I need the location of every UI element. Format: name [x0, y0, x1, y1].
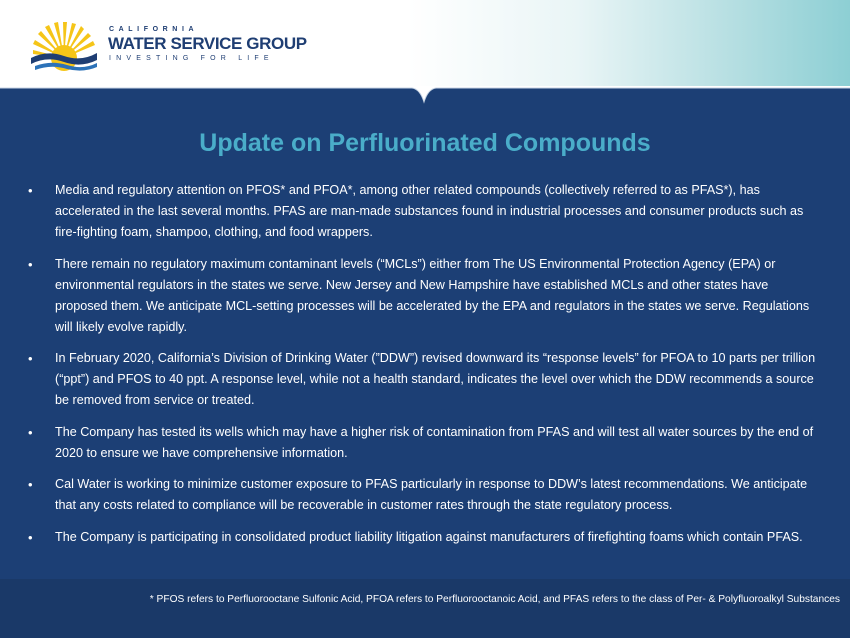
company-logo — [27, 20, 327, 72]
bullet-item-3 — [28, 348, 818, 411]
bullet-list — [28, 180, 818, 558]
slide-title: Update on Perfluorinated Compounds — [199, 129, 651, 157]
bullet-text: There remain no regulatory maximum contaminant levels (“MCLs”) either from The US Environmental Protection Agency (EPA) or environmental regulators in the states we serve. New Jersey and New Hampshire have established MCLs and other states have proposed them. We anticipate MCL-setting processes will be accelerated by the EPA and regulators in the states we serve. Regulations will likely evolve rapidly. — [55, 256, 810, 334]
bullet-marker: • — [28, 529, 33, 545]
bullet-item-6 — [28, 527, 818, 548]
bullet-marker: • — [28, 183, 33, 198]
header-notch-divider — [0, 86, 850, 108]
bullet-marker: • — [28, 256, 33, 272]
bullet-item-1 — [28, 180, 818, 243]
bullet-marker: • — [28, 424, 33, 440]
logo-company-name: WATER SERVICE GROUP — [108, 34, 307, 53]
bullet-text: In February 2020, California’s Division of Drinking Water (”DDW”) revised downward its “response levels” for PFOA to 10 parts per trillion (“ppt”) and PFOS to 40 ppt. A response level, while not a health standard, indicates the level over which the DDW recommends a source be removed from service or treated. — [55, 351, 816, 407]
bullet-marker: • — [28, 351, 33, 366]
bullet-text: Media and regulatory attention on PFOS* and PFOA*, among other related compounds (collectively referred to as PFAS*), has accelerated in the last several months. PFAS are man-made substances found in industrial processes and consumer products such as fire-fighting foam, shampoo, clothing, and food wrappers. — [55, 183, 804, 239]
bullet-text: The Company is participating in consolidated product liability litigation against manufacturers of firefighting foams which contain PFAS. — [55, 529, 803, 544]
bullet-item-2 — [28, 254, 818, 338]
logo-state-text: CALIFORNIA — [109, 26, 199, 33]
bullet-item-5 — [28, 474, 818, 516]
sun-wave-logo-icon — [27, 20, 101, 72]
footer-band — [0, 579, 850, 638]
bullet-item-4 — [28, 422, 818, 464]
bullet-text: The Company has tested its wells which may have a higher risk of contamination from PFAS and will test all water sources by the end of 2020 to ensure we have comprehensive information. — [55, 424, 814, 460]
logo-tagline: INVESTING FOR LIFE — [109, 55, 274, 62]
bullet-text: Cal Water is working to minimize customer exposure to PFAS particularly in response to DDW’s latest recommendations. We anticipate that any costs related to compliance will be recoverable in customer rates through the state regulatory process. — [55, 477, 808, 512]
bullet-marker: • — [28, 477, 33, 492]
footnote: * PFOS refers to Perfluorooctane Sulfonic Acid, PFOA refers to Perfluorooctanoic Acid, and PFAS refers to the class of Per- & Polyfluoroalkyl Substances — [149, 594, 840, 605]
